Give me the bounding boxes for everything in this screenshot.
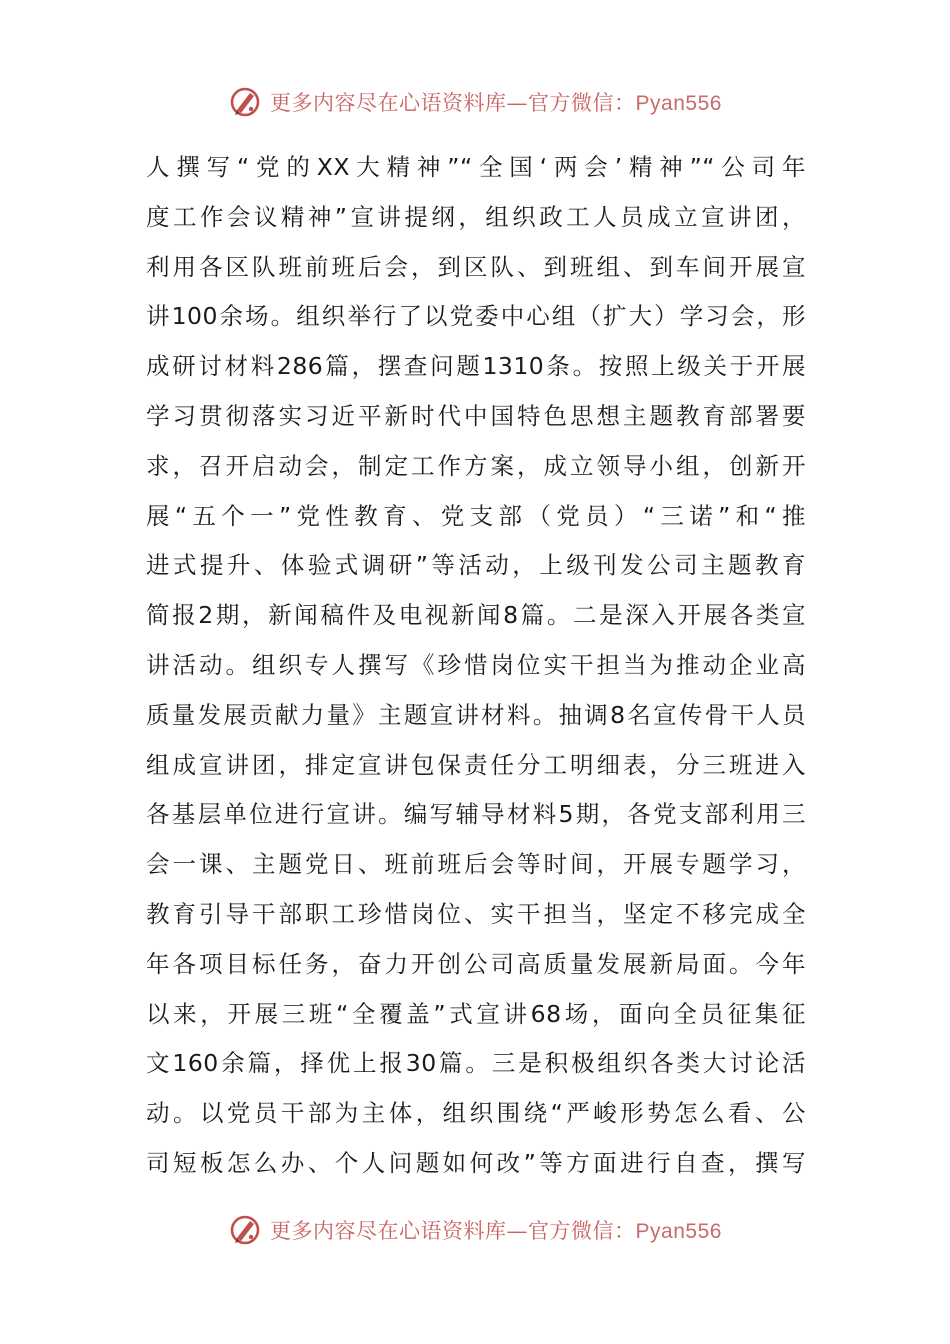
- text-line: 年各项目标任务，奋力开创公司高质量发展新局面。今年: [146, 949, 806, 978]
- text-line: 求，召开启动会，制定工作方案，成立领导小组，创新开: [146, 451, 806, 480]
- text-line: 利用各区队班前班后会，到区队、到班组、到车间开展宣: [146, 252, 806, 281]
- text-line: 以来，开展三班“全覆盖”式宣讲68场，面向全员征集征: [146, 999, 806, 1028]
- pen-logo-icon: [228, 1213, 262, 1247]
- watermark-wechat-id: Pyan556: [635, 92, 722, 115]
- header-watermark: [0, 82, 950, 122]
- text-line: 文160余篇，择优上报30篇。三是积极组织各类大讨论活: [146, 1049, 806, 1078]
- text-line: 人撰写“党的XX大精神”“全国‘两会’精神”“公司年: [146, 153, 806, 181]
- watermark-text: 更多内容尽在心语资料库—官方微信：Pyan556: [270, 1219, 722, 1243]
- document-body: [146, 143, 806, 1189]
- watermark-text: 更多内容尽在心语资料库—官方微信：Pyan556: [270, 91, 722, 115]
- text-line: 简报2期，新闻稿件及电视新闻8篇。二是深入开展各类宣: [146, 601, 806, 630]
- text-line: 讲100余场。组织举行了以党委中心组（扩大）学习会，形: [146, 302, 806, 331]
- text-line: 进式提升、体验式调研”等活动，上级刊发公司主题教育: [146, 551, 806, 580]
- text-line: 成研讨材料286篇，摆查问题1310条。按照上级关于开展: [146, 352, 806, 381]
- text-line: 质量发展贡献力量》主题宣讲材料。抽调8名宣传骨干人员: [146, 700, 806, 729]
- text-line: 教育引导干部职工珍惜岗位、实干担当，坚定不移完成全: [146, 899, 806, 928]
- footer-watermark: [0, 1210, 950, 1250]
- text-line: 度工作会议精神”宣讲提纲，组织政工人员成立宣讲团，: [146, 202, 806, 231]
- text-line: 组成宣讲团，排定宣讲包保责任分工明细表，分三班进入: [146, 750, 806, 779]
- text-line: 讲活动。组织专人撰写《珍惜岗位实干担当为推动企业高: [146, 650, 806, 679]
- text-line: 各基层单位进行宣讲。编写辅导材料5期，各党支部利用三: [146, 800, 806, 829]
- watermark-wechat-id: Pyan556: [635, 1220, 722, 1243]
- text-line: 会一课、主题党日、班前班后会等时间，开展专题学习，: [146, 850, 806, 879]
- text-line: 展“五个一”党性教育、党支部（党员）“三诺”和“推: [146, 501, 806, 530]
- text-line: 司短板怎么办、个人问题如何改”等方面进行自查，撰写: [146, 1148, 806, 1177]
- text-line: 动。以党员干部为主体，组织围绕“严峻形势怎么看、公: [146, 1099, 806, 1128]
- text-line: 学习贯彻落实习近平新时代中国特色思想主题教育部署要: [146, 401, 806, 430]
- pen-logo-icon: [228, 85, 262, 119]
